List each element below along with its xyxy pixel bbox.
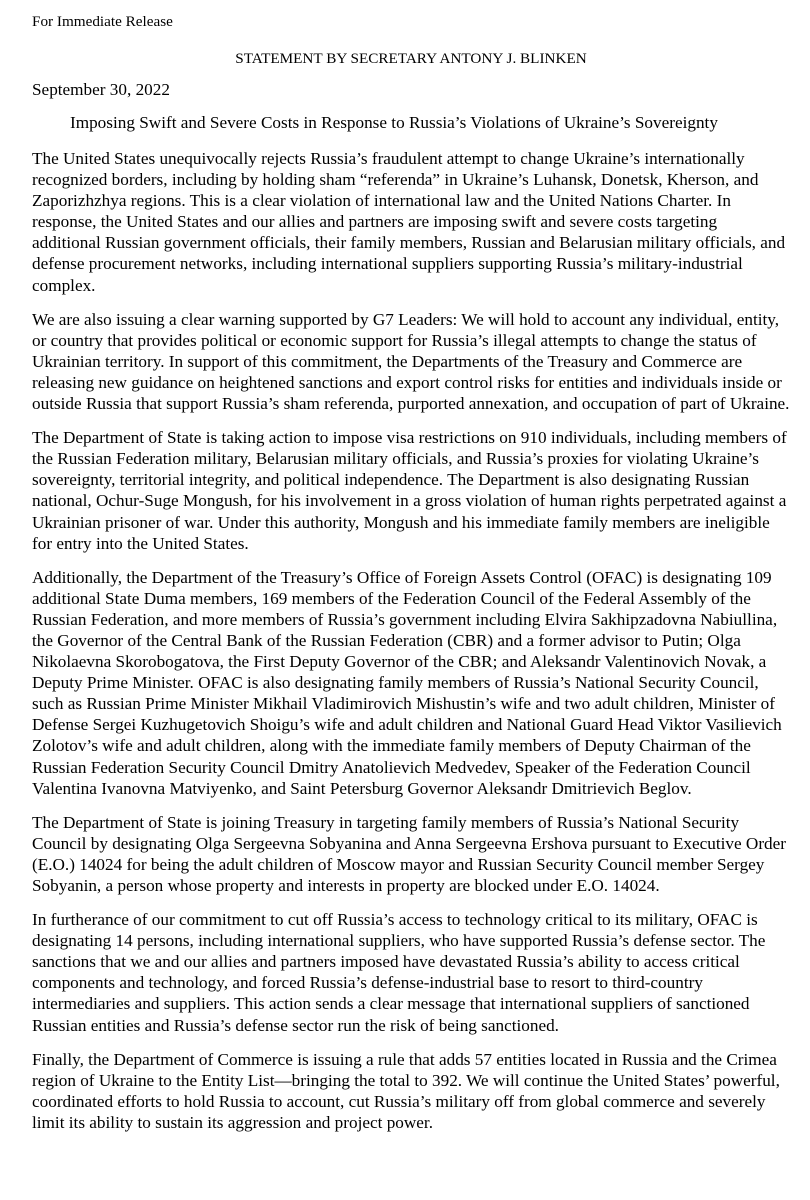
release-date: September 30, 2022: [32, 80, 170, 99]
statement-heading: STATEMENT BY SECRETARY ANTONY J. BLINKEN: [235, 50, 587, 67]
release-label: For Immediate Release: [32, 13, 173, 30]
paragraph: The United States unequivocally rejects Russia’s fraudulent attempt to change Ukraine’s internationally recognized borders, including by holding sham “referenda” in Ukraine’s Luhansk, Donetsk, Kherson, and Zaporizhzhya regions. This is a clear violation of international law and the United Nations Charter. In response, the United States and our allies and partners are imposing swift and severe costs targeting additional Russian government officials, their family members, Russian and Belarusian military officials, and defense procurement networks, including international suppliers supporting Russia’s military-industrial complex.: [32, 149, 786, 295]
paragraph: We are also issuing a clear warning supported by G7 Leaders: We will hold to account any individual, entity, or country that provides political or economic support for Russia’s illegal attempts to change the status of Ukrainian territory. In support of this commitment, the Departments of the Treasury and Commerce are releasing new guidance on heightened sanctions and export control risks for entities and individuals inside or outside Russia that support Russia’s sham referenda, purported annexation, and occupation of part of Ukraine.: [32, 309, 790, 414]
statement-title: Imposing Swift and Severe Costs in Response to Russia’s Violations of Ukraine’s Sovereignty: [70, 113, 718, 132]
paragraph: In furtherance of our commitment to cut off Russia’s access to technology critical to its military, OFAC is designating 14 persons, including international suppliers, who have supported Russia’s defense sector. The sanctions that we and our allies and partners imposed have devastated Russia’s ability to access critical components and technology, and forced Russia’s defense-industrial base to resort to third-country intermediaries and suppliers. This action sends a clear message that international suppliers of sanctioned Russian entities and Russia’s defense sector run the risk of being sanctioned.: [32, 910, 766, 1035]
paragraph: The Department of State is joining Treasury in targeting family members of Russia’s National Security Council by designating Olga Sergeevna Sobyanina and Anna Sergeevna Ershova pursuant to Executive Order (E.O.) 14024 for being the adult children of Moscow mayor and Russian Security Council member Sergey Sobyanin, a person whose property and interests in property are blocked under E.O. 14024.: [32, 812, 786, 895]
paragraph: Finally, the Department of Commerce is issuing a rule that adds 57 entities located in Russia and the Crimea region of Ukraine to the Entity List—bringing the total to 392. We will continue the United States’ powerful, coordinated efforts to hold Russia to account, cut Russia’s military off from global commerce and severely limit its ability to sustain its aggression and project power.: [32, 1049, 780, 1132]
paragraph: Additionally, the Department of the Treasury’s Office of Foreign Assets Control (OFAC) is designating 109 additional State Duma members, 169 members of the Federation Council of the Federal Assembly of the Russian Federation, and more members of Russia’s government including Elvira Sakhipzadovna Nabiullina, the Governor of the Central Bank of the Russian Federation (CBR) and a former advisor to Putin; Olga Nikolaevna Skorobogatova, the First Deputy Governor of the CBR; and Aleksandr Valentinovich Novak, a Deputy Prime Minister. OFAC is also designating family members of Russia’s National Security Council, such as Russian Prime Minister Mikhail Vladimirovich Mishustin’s wife and two adult children, Minister of Defense Sergei Kuzhugetovich Shoigu’s wife and adult children and National Guard Head Viktor Vasilievich Zolotov’s wife and adult children, along with the immediate family members of Deputy Chairman of the Russian Federation Security Council Dmitry Anatolievich Medvedev, Speaker of the Federation Council Valentina Ivanovna Matviyenko, and Saint Petersburg Governor Aleksandr Dmitrievich Beglov.: [32, 567, 782, 798]
paragraph: The Department of State is taking action to impose visa restrictions on 910 individuals, including members of the Russian Federation military, Belarusian military officials, and Russia’s proxies for violating Ukraine’s sovereignty, territorial integrity, and political independence. The Department is also designating Russian national, Ochur-Suge Mongush, for his involvement in a gross violation of human rights perpetrated against a Ukrainian prisoner of war. Under this authority, Mongush and his immediate family members are ineligible for entry into the United States.: [32, 428, 787, 553]
